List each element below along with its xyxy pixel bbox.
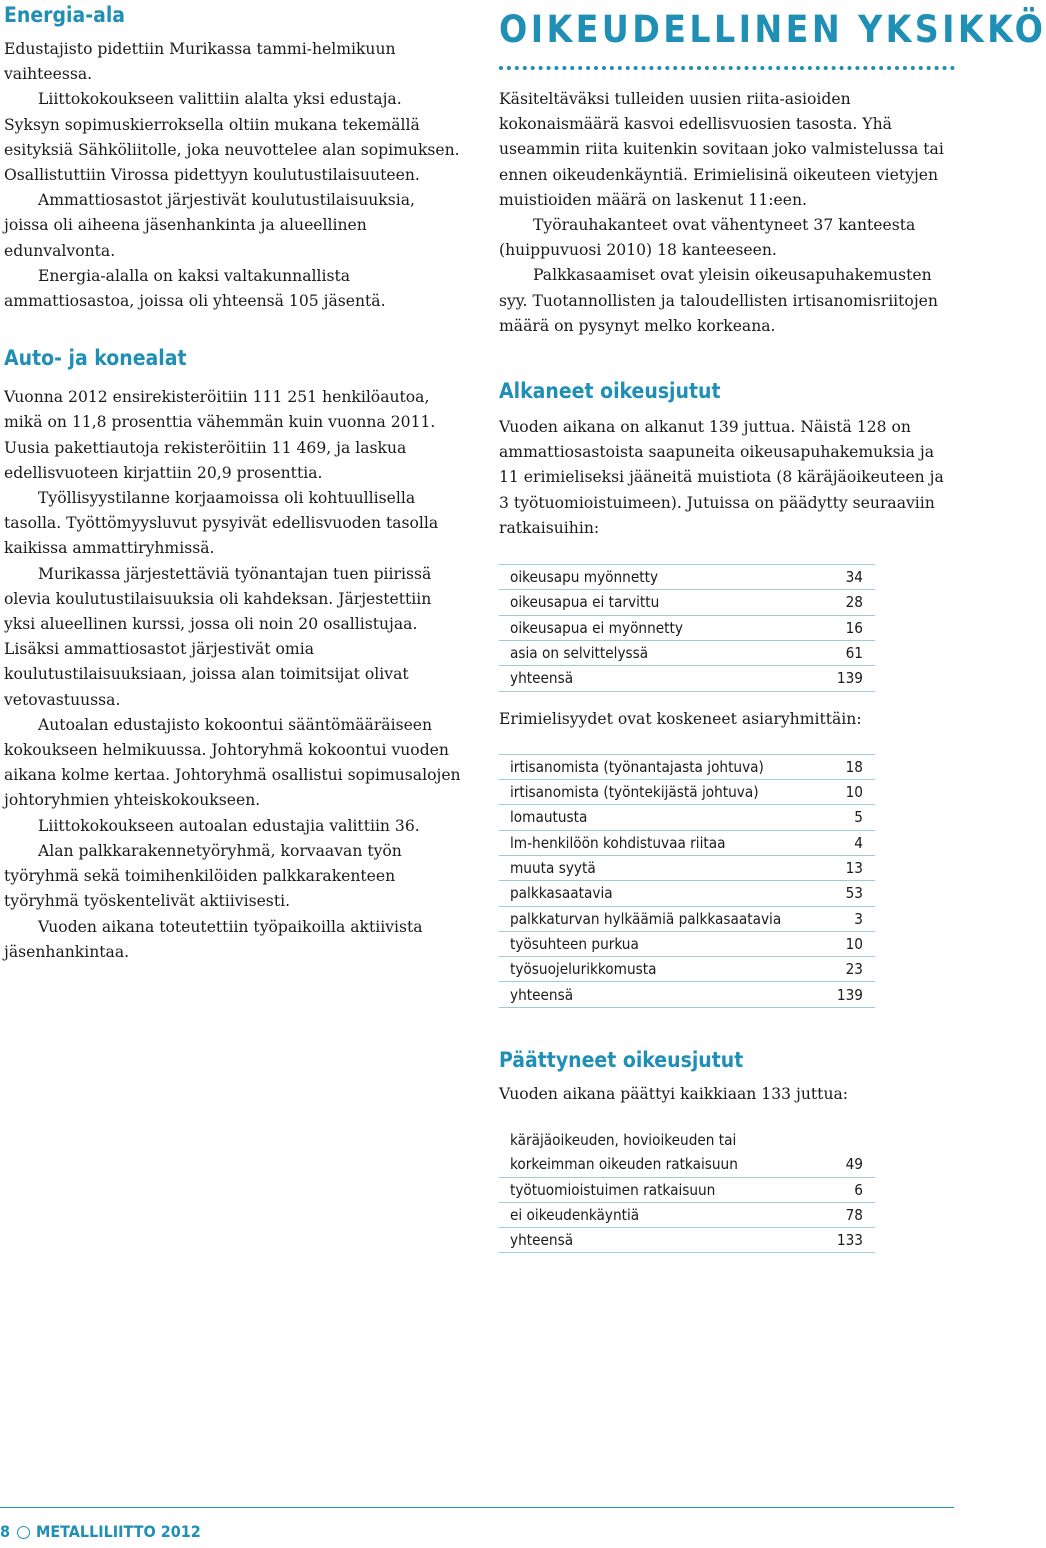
row-label: yhteensä bbox=[499, 982, 830, 1007]
energia-paragraph-4: Energia-alalla on kaksi valtakunnallista ammattiosastoa, joissa oli yhteensä 105 jäsentä. bbox=[4, 266, 386, 311]
paattyneet-heading: Päättyneet oikeusjutut bbox=[499, 1047, 744, 1072]
row-label: oikeusapua ei myönnetty bbox=[499, 615, 811, 640]
row-value: 13 bbox=[830, 855, 875, 880]
paattyneet-table bbox=[499, 1128, 875, 1253]
table-row bbox=[499, 640, 875, 665]
row-value: 3 bbox=[830, 906, 875, 931]
row-value: 28 bbox=[811, 590, 875, 615]
row-value: 18 bbox=[830, 754, 875, 779]
row-label: irtisanomista (työntekijästä johtuva) bbox=[499, 780, 830, 805]
auto-paragraph-1: Vuonna 2012 ensirekisteröitiin 111 251 henkilöautoa, mikä on 11,8 prosenttia vähemmän kuin vuonna 2011. Uusia pakettiautoja rekisteröitiin 11 469, ja laskua edellisvuoteen kirjattiin 20,9 prosenttia. bbox=[4, 388, 436, 482]
row-label: yhteensä bbox=[499, 666, 811, 691]
row-value: 6 bbox=[823, 1177, 875, 1202]
energia-paragraph-1: Edustajisto pidettiin Murikassa tammi-helmikuun vaihteessa. bbox=[4, 40, 396, 84]
table-row bbox=[499, 1128, 875, 1152]
row-label: lomautusta bbox=[499, 805, 830, 830]
row-value: 49 bbox=[823, 1152, 875, 1177]
intro-paragraph-2: Työrauhakanteet ovat vähentyneet 37 kanteesta (huippuvuosi 2010) 18 kanteeseen. bbox=[499, 216, 916, 260]
row-label: asia on selvittelyssä bbox=[499, 640, 811, 665]
row-label: yhteensä bbox=[499, 1228, 823, 1253]
row-value: 16 bbox=[811, 615, 875, 640]
row-label: työtuomioistuimen ratkaisuun bbox=[499, 1177, 823, 1202]
row-value: 4 bbox=[830, 830, 875, 855]
dotted-divider bbox=[499, 66, 955, 70]
paattyneet-text: Vuoden aikana päättyi kaikkiaan 133 juttua: bbox=[499, 1084, 849, 1103]
table-row bbox=[499, 881, 875, 906]
row-label: käräjäoikeuden, hovioikeuden tai bbox=[510, 1131, 737, 1150]
circle-icon bbox=[17, 1526, 30, 1539]
table-row bbox=[499, 1202, 875, 1227]
row-label: irtisanomista (työnantajasta johtuva) bbox=[499, 754, 830, 779]
row-label: työsuhteen purkua bbox=[499, 931, 830, 956]
table-row bbox=[499, 931, 875, 956]
auto-paragraph-2: Työllisyystilanne korjaamoissa oli kohtuullisella tasolla. Työttömyysluvut pysyivät edellisvuoden tasolla kaikissa ammattiryhmissä. bbox=[4, 489, 439, 558]
row-value: 5 bbox=[830, 805, 875, 830]
row-value: 10 bbox=[830, 931, 875, 956]
table-row bbox=[499, 805, 875, 830]
table-row bbox=[499, 1177, 875, 1202]
auto-paragraph-7: Vuoden aikana toteutettiin työpaikoilla aktiivista jäsenhankintaa. bbox=[4, 917, 423, 961]
table-row bbox=[499, 780, 875, 805]
alkaneet-text: Vuoden aikana on alkanut 139 juttua. Näistä 128 on ammattiosastoista saapuneita oikeusapuhakemuksia ja 11 erimieliseksi jääneitä muistiota (8 käräjäoikeuteen ja 3 työtuomioistuimeen). Jutuissa on päädytty seuraaviin ratkaisuihin: bbox=[499, 418, 944, 537]
row-label: palkkasaatavia bbox=[499, 881, 830, 906]
table-row bbox=[499, 906, 875, 931]
row-label: oikeusapu myönnetty bbox=[499, 565, 811, 590]
row-value: 139 bbox=[830, 982, 875, 1007]
table-row bbox=[499, 590, 875, 615]
publication-name: METALLILIITTO 2012 bbox=[36, 1522, 201, 1541]
row-value bbox=[823, 1128, 875, 1152]
row-label: muuta syytä bbox=[499, 855, 830, 880]
erimielisyydet-table bbox=[499, 754, 875, 1008]
auto-heading: Auto- ja konealat bbox=[4, 346, 187, 371]
row-value: 78 bbox=[823, 1202, 875, 1227]
row-label: korkeimman oikeuden ratkaisuun bbox=[499, 1152, 823, 1177]
ratkaisut-table bbox=[499, 564, 875, 691]
auto-paragraph-3: Murikassa järjestettäviä työnantajan tuen piirissä olevia koulutustilaisuuksia oli kahdeksan. Järjestettiin yksi alueellinen kurssi, jossa oli noin 20 osallistujaa. Lisäksi ammattiosastot järjestivät omia koulutustilaisuuksiaan, joissa alan toimitsijat olivat vetovastuussa. bbox=[4, 564, 432, 709]
row-value: 61 bbox=[811, 640, 875, 665]
table-row bbox=[499, 1228, 875, 1253]
row-label: työsuojelurikkomusta bbox=[499, 957, 830, 982]
energia-heading: Energia-ala bbox=[4, 3, 126, 27]
page-number: 8 bbox=[0, 1522, 11, 1541]
page-footer bbox=[0, 1507, 954, 1542]
intro-paragraph-3: Palkkasaamiset ovat yleisin oikeusapuhakemusten syy. Tuotannollisten ja taloudellisten irtisanomisriitojen määrä on pysynyt melko korkeana. bbox=[499, 266, 938, 335]
right-column bbox=[499, 0, 1046, 1253]
footer-row bbox=[0, 1522, 954, 1542]
row-value: 53 bbox=[830, 881, 875, 906]
energia-paragraph-3: Ammattiosastot järjestivät koulutustilaisuuksia, joissa oli aiheena jäsenhankinta ja alueellinen edunvalvonta. bbox=[4, 191, 415, 260]
table-row bbox=[499, 830, 875, 855]
auto-paragraph-6: Alan palkkarakennetyöryhmä, korvaavan työn työryhmä sekä toimihenkilöiden palkkarakenteen työryhmä työskentelivät aktiivisesti. bbox=[4, 841, 402, 911]
table-row bbox=[499, 666, 875, 691]
table-row bbox=[499, 615, 875, 640]
table-row bbox=[499, 1152, 875, 1177]
table-row bbox=[499, 754, 875, 779]
row-value: 10 bbox=[830, 780, 875, 805]
erimielisyydet-text: Erimielisyydet ovat koskeneet asiaryhmittäin: bbox=[499, 709, 862, 728]
row-value: 133 bbox=[823, 1228, 875, 1253]
row-label: lm-henkilöön kohdistuvaa riitaa bbox=[499, 830, 830, 855]
alkaneet-heading: Alkaneet oikeusjutut bbox=[499, 379, 721, 404]
footer-rule bbox=[0, 1507, 954, 1508]
table-row bbox=[499, 565, 875, 590]
table-row bbox=[499, 855, 875, 880]
left-column bbox=[4, 0, 462, 965]
row-value: 23 bbox=[830, 957, 875, 982]
row-label: oikeusapua ei tarvittu bbox=[499, 590, 811, 615]
row-label: palkkaturvan hylkäämiä palkkasaatavia bbox=[499, 906, 830, 931]
auto-paragraph-5: Liittokokoukseen autoalan edustajia valittiin 36. bbox=[38, 816, 420, 835]
row-value: 34 bbox=[811, 565, 875, 590]
table-row bbox=[499, 957, 875, 982]
section-title: OIKEUDELLINEN YKSIKKÖ bbox=[499, 8, 1046, 51]
row-value: 139 bbox=[811, 666, 875, 691]
energia-paragraph-2: Liittokokoukseen valittiin alalta yksi edustaja. Syksyn sopimuskierroksella oltiin mukana tekemällä esityksiä Sähköliitolle, joka neuvottelee alan sopimuksen. Osallistuttiin Virossa pidettyyn koulutustilaisuuteen. bbox=[4, 90, 460, 185]
row-label: ei oikeudenkäyntiä bbox=[499, 1202, 823, 1227]
table-row bbox=[499, 982, 875, 1007]
auto-paragraph-4: Autoalan edustajisto kokoontui sääntömääräiseen kokoukseen helmikuussa. Johtoryhmä kokoontui vuoden aikana kolme kertaa. Johtoryhmä osallistui sopimusalojen johtoryhmien yhteiskokoukseen. bbox=[4, 715, 461, 810]
intro-paragraph-1: Käsiteltäväksi tulleiden uusien riita-asioiden kokonaismäärä kasvoi edellisvuosien tasosta. Yhä useammin riita kuitenkin sovitaan joko valmistelussa tai ennen oikeudenkäyntiä. Erimielisinä oikeuteen vietyjen muistioiden määrä on laskenut 11:een. bbox=[499, 90, 944, 209]
